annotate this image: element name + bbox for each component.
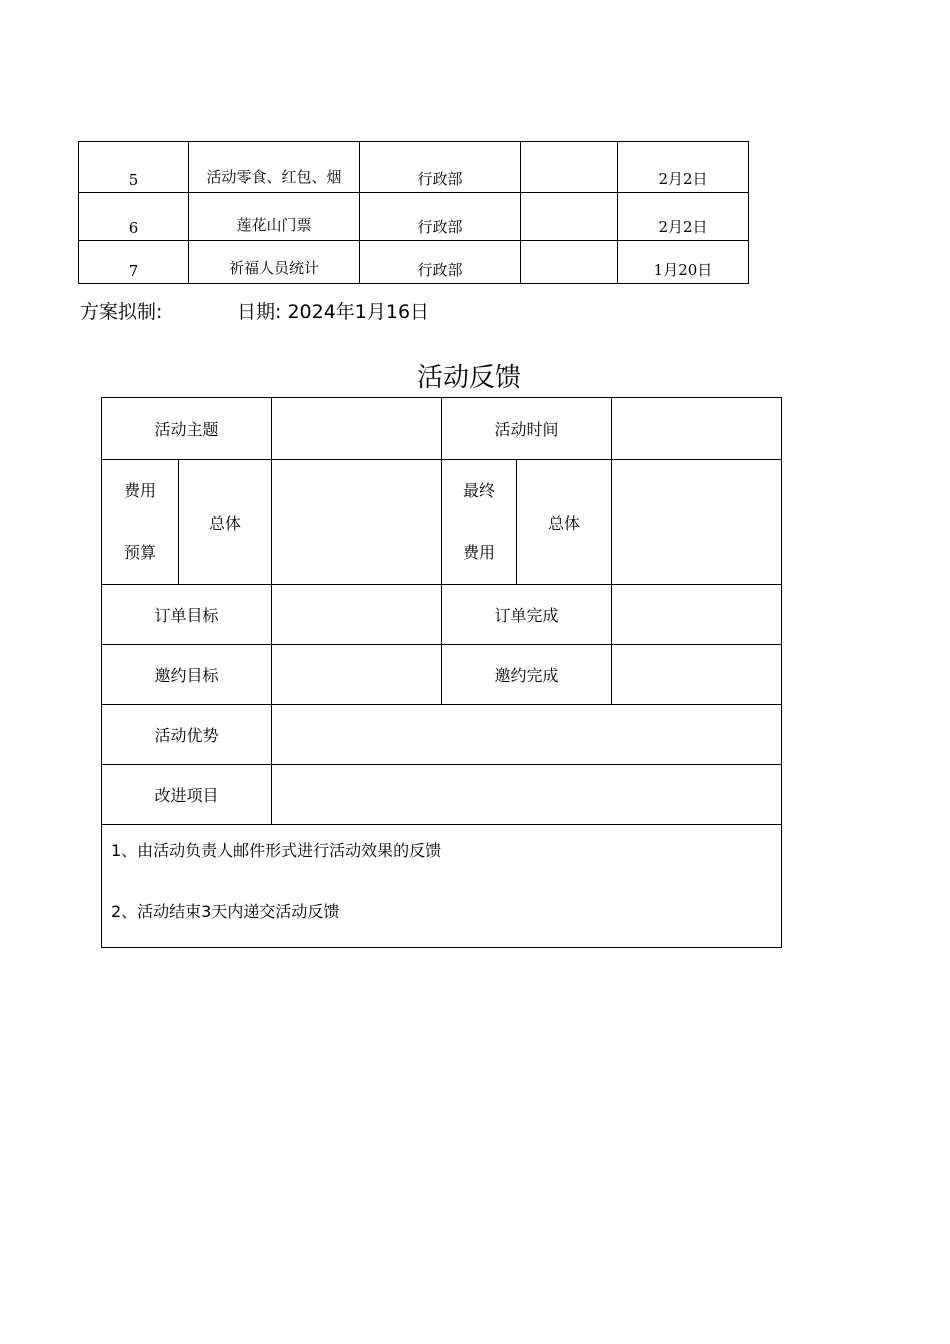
final-label-line2: 费用	[462, 543, 495, 562]
invite-target-value	[272, 645, 442, 705]
row-number: 5	[79, 142, 189, 193]
table-row	[79, 142, 749, 193]
task-table	[78, 141, 749, 284]
budget-value	[272, 460, 442, 585]
invite-done-label: 邀约完成	[442, 645, 612, 705]
department: 行政部	[360, 241, 521, 284]
table-row	[102, 585, 782, 645]
order-target-label: 订单目标	[102, 585, 272, 645]
time-value	[612, 398, 782, 460]
department: 行政部	[360, 142, 521, 193]
budget-total-label: 总体	[179, 460, 272, 585]
budget-label	[102, 460, 179, 585]
advantage-value	[272, 705, 782, 765]
final-value	[612, 460, 782, 585]
advantage-label: 活动优势	[102, 705, 272, 765]
note-1: 1、由活动负责人邮件形式进行活动效果的反馈	[111, 841, 442, 860]
feedback-notes	[102, 825, 782, 948]
final-total-label: 总体	[517, 460, 612, 585]
table-row	[102, 765, 782, 825]
row-number: 7	[79, 241, 189, 284]
due-date: 2月2日	[618, 142, 749, 193]
order-target-value	[272, 585, 442, 645]
row-number: 6	[79, 193, 189, 241]
task-name: 活动零食、红包、烟	[189, 142, 360, 193]
note-2: 2、活动结束3天内递交活动反馈	[111, 902, 340, 921]
theme-label: 活动主题	[102, 398, 272, 460]
theme-value	[272, 398, 442, 460]
table-row	[102, 645, 782, 705]
table-row	[102, 825, 782, 948]
table-row	[102, 398, 782, 460]
feedback-table	[101, 397, 782, 948]
owner-cell	[521, 193, 618, 241]
order-done-label: 订单完成	[442, 585, 612, 645]
department: 行政部	[360, 193, 521, 241]
owner-cell	[521, 142, 618, 193]
plan-date: 日期: 2024年1月16日	[237, 301, 430, 323]
drafter-label: 方案拟制:	[80, 301, 163, 323]
table-row	[79, 193, 749, 241]
due-date: 1月20日	[618, 241, 749, 284]
time-label: 活动时间	[442, 398, 612, 460]
final-label-line1: 最终	[462, 481, 495, 500]
task-name: 祈福人员统计	[189, 241, 360, 284]
plan-info-line	[80, 297, 430, 324]
budget-label-line2: 预算	[123, 543, 156, 562]
task-name: 莲花山门票	[189, 193, 360, 241]
feedback-title: 活动反馈	[416, 363, 521, 393]
invite-done-value	[612, 645, 782, 705]
invite-target-label: 邀约目标	[102, 645, 272, 705]
order-done-value	[612, 585, 782, 645]
final-cost-label	[442, 460, 517, 585]
table-row	[102, 705, 782, 765]
owner-cell	[521, 241, 618, 284]
budget-label-line1: 费用	[123, 481, 156, 500]
table-row	[102, 460, 782, 585]
table-row	[79, 241, 749, 284]
due-date: 2月2日	[618, 193, 749, 241]
improve-label: 改进项目	[102, 765, 272, 825]
improve-value	[272, 765, 782, 825]
